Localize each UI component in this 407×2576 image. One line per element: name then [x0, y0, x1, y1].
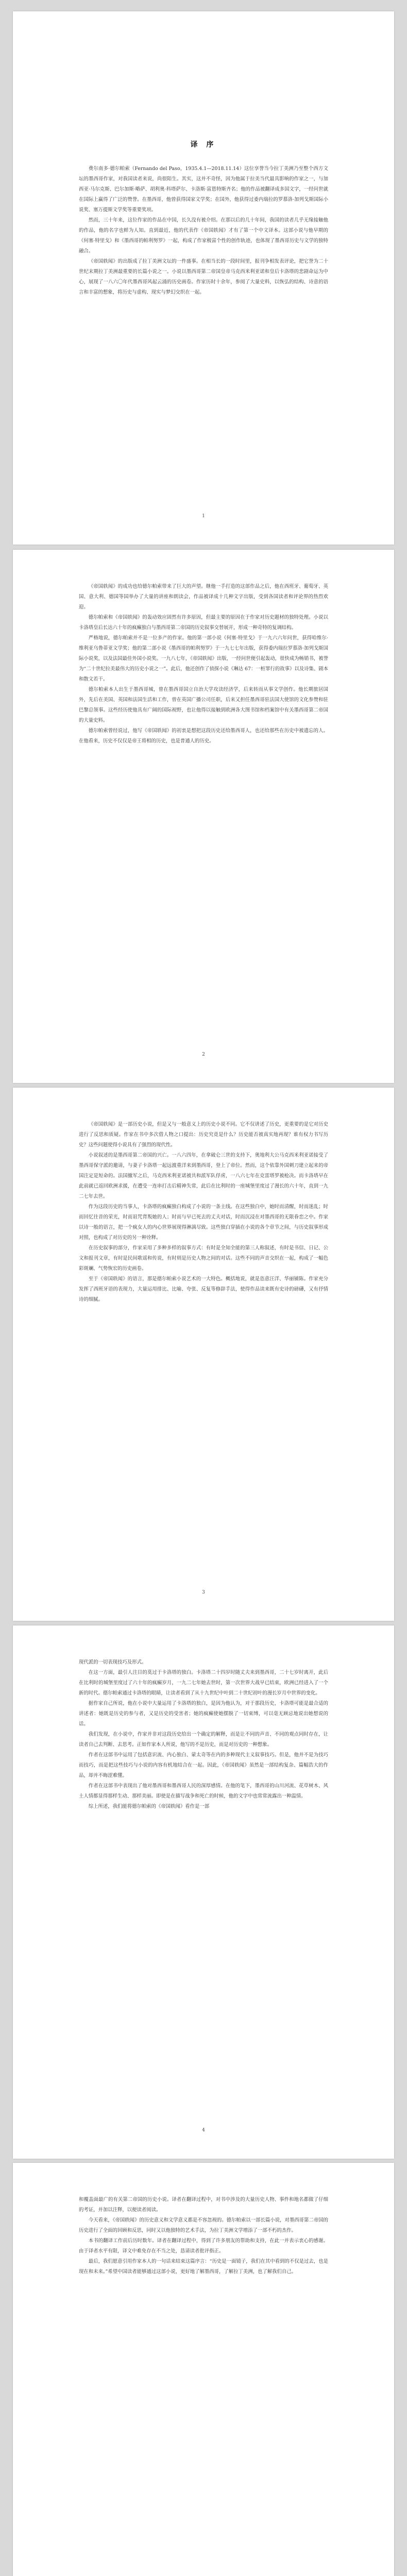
document-page-3: [13, 1088, 394, 1621]
paragraph: 作者在这部书中表现出了他对墨西哥和墨西哥人民的深厚感情。在他的笔下，墨西哥的山川河流、花草树木、风土人情都显得那样生动、那样美丽。即使是在描写战争和死亡的时候，他的文字中也常常流露出一种温情。: [79, 1783, 328, 1799]
paragraph: 我们发现，在小说中，作家并非对这段历史给出一个确定的解释，而是让不同的声音、不同的观点同时存在，让读者自己去判断、去思考。正如作家本人所说，他写的不是历史，而是对历史的一种想象。: [79, 1732, 328, 1748]
page-number: 3: [202, 1590, 205, 1595]
document-page-1: [13, 11, 394, 545]
paragraph: 作为这段历史的当事人，卡洛塔的疯癫独白构成了小说的一条主线。在这些独白中，她时而清醒，时而迷乱；时而回忆往昔的荣光，时而诅咒背叛她的人；时而与早已死去的丈夫对话，时而沉浸在对墨西哥的无限眷恋之中。作家以诗一般的语言，把一个疯女人的内心世界展现得淋漓尽致。这些独白穿插在小说的各个章节之间，与历史叙事形成对照，也构成了对历史的另一种诠释。: [79, 1204, 328, 1241]
paragraph: 德尔帕索曾经说过，他写《帝国轶闻》的初衷是想把这段历史还给墨西哥人，也还给那些在历史中被遗忘的人。在他看来，历史不仅仅是帝王将相的历史，也是普通人的历史。: [79, 728, 328, 744]
preface-heading: 译 序: [190, 141, 217, 149]
paragraph: 《帝国轶闻》的出版成了拉丁美洲文坛的一件盛事。在相当长的一段时间里，报刊争相发表评论，把它誉为二十世纪末期拉丁美洲最重要的长篇小说之一。小说以墨西哥第二帝国皇帝马克西米利亚诺和皇后卡洛塔的悲剧命运为中心，展现了一八六〇年代墨西哥风起云涌的历史画卷。作家历时十余年，参阅了大量史料，以恢弘的结构、诗意的语言和丰富的想象，将历史与虚构、现实与梦幻交织在一起。: [79, 259, 328, 295]
paragraph: 据作家自己所说，他在小说中大量运用了卡洛塔的独白，是因为他认为，对于那段历史，卡洛塔可能是最合适的讲述者：她既是历史的参与者，又是历史的受害者；她的疯癫使她摆脱了一切束缚，可以毫无顾忌地说出她想说的话。: [79, 1701, 328, 1727]
paragraph: 本书的翻译工作前后历时数年。译者在翻译过程中，得到了许多朋友的帮助和支持，在此一并表示衷心的感谢。由于译者水平有限，译文中难免存在不当之处，恳请读者批评指正。: [79, 2238, 328, 2254]
paragraph: 在这一方面，最引人注目的莫过于卡洛塔的独白。卡洛塔二十四岁时随丈夫来到墨西哥，二十七岁时离开，此后在比利时的城堡里度过了六十年的疯癫岁月，一九二七年她去世时，第一次世界大战早已结束，欧洲已经进入了一个新的时代。德尔帕索通过卡洛塔的眼睛，让读者看到了从十九世纪中叶到二十世纪初叶的漫长岁月中世界的变化。: [79, 1670, 328, 1696]
page-number: 2: [202, 1052, 205, 1057]
paragraph: 费尔南多·德尔帕索（Fernando del Paso，1935.4.1—2018.11.14）这位享誉当今拉丁美洲乃至整个西方文坛的墨西哥作家，对我国读者来说，尚很陌生。其实，这并不奇怪，因为他属于拉美当代最具影响的作家之一，与加西亚·马尔克斯、巴尔加斯·略萨、胡利奥·科塔萨尔、卡洛斯·富恩特斯齐名；他的作品被翻译成多国文字，一经问世就在国际上赢得了广泛的赞誉。在墨西哥，他曾获得国家文学奖；在国外，他获得过委内瑞拉的罗慕洛·加列戈斯国际小说奖、塞万提斯文学奖等重要奖项。: [79, 166, 328, 213]
paragraph: 和覆盖面最广的有关第二帝国的历史小说。译者在翻译过程中，对书中涉及的大量历史人物、事件和地名都做了仔细的考证，并加以注释，以便读者阅读。: [79, 2197, 328, 2213]
paragraph: 最后，我们愿意引用作家本人的一句话来结束这篇序言：“历史是一面镜子，我们在其中看到的不仅是过去，也是现在和未来。”希望中国读者能够通过这部小说，更好地了解墨西哥，了解拉丁美洲，也了解我们自己。: [79, 2259, 328, 2275]
paragraph: 严格地说，德尔帕索并不是一位多产的作家。他的第一部小说《何塞·特里戈》于一九六六年问世，获得哈维尔·维利亚乌鲁蒂亚文学奖；他的第二部小说《墨西哥的帕利努罗》于一九七七年出版，获得委内瑞拉罗慕洛·加列戈斯国际小说奖，以及法国最佳外国小说奖。一九八七年，《帝国轶闻》出版，一经问世便引起轰动，很快成为畅销书，被誉为“二十世纪拉美最伟大的历史小说之一”。此后，他还创作了侦探小说《琳达 67：一桩罪行的故事》以及诗集、剧本和散文若干。: [79, 635, 328, 682]
document-page-5: [13, 2163, 394, 2576]
paragraph: 《帝国轶闻》是一部历史小说，但是又与一般意义上的历史小说不同。它不仅讲述了历史，更重要的是它对历史进行了反思和质疑。作家在书中多次借人物之口提出：历史究竟是什么？历史能否被真实地再现？谁有权力书写历史？这些问题使得小说具有了强烈的现代性。: [79, 1122, 328, 1148]
paragraph: 在历史叙事的部分，作家采用了多种多样的叙事方式：有时是全知全能的第三人称叙述，有时是书信、日记、公文和报刊文章，有时是民间歌谣和传说，有时则是历史人物之间的对话。这些不同的声音交织在一起，构成了一幅色彩斑斓、气势恢宏的历史画卷。: [79, 1245, 328, 1272]
paragraph: 至于《帝国轶闻》的语言，那是德尔帕索小说艺术的一大特色。概括地说，就是恣意汪洋、华丽铺陈。作家充分发挥了西班牙语的表现力，大量运用排比、比喻、夸张、反复等修辞手法，使得作品读来既有史诗的磅礴，又有抒情诗的细腻。: [79, 1276, 328, 1302]
paragraph: 德尔帕索本人出生于墨西哥城，曾在墨西哥国立自治大学攻读经济学，后来转而从事文学创作。他长期旅居国外，先后在美国、英国和法国生活和工作，曾在英国广播公司任职，后来又担任墨西哥驻法国大使馆的文化参赞和驻巴黎总领事。这些经历使他具有广阔的国际视野，也让他得以接触到欧洲各大图书馆和档案馆中有关墨西哥第二帝国的大量史料。: [79, 687, 328, 723]
paragraph: 今天看来，《帝国轶闻》的历史意义和文学意义都是不容忽视的。德尔帕索以一部长篇小说，对墨西哥第二帝国的历史进行了全面的回顾和反思，同时又以他独特的艺术手法，为拉丁美洲文学增添了一部不朽的杰作。: [79, 2217, 328, 2233]
paragraph: 小说叙述的是墨西哥第二帝国的兴亡。一八六四年，在拿破仑三世的支持下，奥地利大公马克西米利亚诺接受了墨西哥保守派的邀请，与妻子卡洛塔一起远渡重洋来到墨西哥，登上了帝位。然而，这个依靠外国刺刀建立起来的帝国注定是短命的。法国撤军之后，马克西米利亚诺被共和派军队俘虏，一八六七年在克雷塔罗被枪决。而卡洛塔早在此前就已返回欧洲求援，在遭受一连串打击后精神失常，此后在比利时的一座城堡里度过了漫长的六十年，直到一九二七年去世。: [79, 1153, 328, 1199]
paragraph: 作者在这部书中运用了包括意识流、内心独白、蒙太奇等在内的多种现代主义叙事技巧。但是，他并不是为技巧而技巧，而是把这些技巧与小说的内容有机地结合在一起。因此，《帝国轶闻》虽然是一部结构复杂、篇幅浩大的作品，却并不晦涩难懂。: [79, 1752, 328, 1778]
paragraph: 《帝国轶闻》的成功也给德尔帕索带来了巨大的声望。继他一手打造的这部作品之后，他在西班牙、葡萄牙、英国、意大利、德国等国举办了大量的讲座和朗读会，作品被译成十几种文字出版，受到各国读者和评论界的热烈欢迎。: [79, 584, 328, 610]
document-page-2: [13, 550, 394, 1083]
page-number: 1: [202, 514, 205, 519]
page-number: 4: [202, 2128, 205, 2133]
paragraph: 现代派的一切表现技巧及形式。: [79, 1659, 147, 1665]
paragraph: 综上所述，我们能将德尔帕索的《帝国轶闻》看作是一部: [88, 1804, 210, 1809]
document-page-4: [13, 1625, 394, 2159]
paragraph: 德尔帕索和《帝国轶闻》的轰动效应固然有许多原因，但最主要的原因在于作家对历史题材的独特处理。小说以卡洛塔皇后长达六十年的疯癫独白与墨西哥第二帝国的历史叙事交替展开，形成一种奇特的复调结构。: [79, 615, 328, 631]
paragraph: 然而，三十年来，这位作家的作品在中国，长久没有被介绍。在那以后的几十年间，我国的读者几乎无缘接触他的作品，他的名字也鲜为人知。直到最近，他的代表作《帝国轶闻》才有了第一个中文译本。这部小说与他早期的《何塞·特里戈》和《墨西哥的帕利努罗》一起，构成了作家极富个性的创作轨迹，也体现了墨西哥历史与文学的独特融合。: [79, 217, 328, 254]
